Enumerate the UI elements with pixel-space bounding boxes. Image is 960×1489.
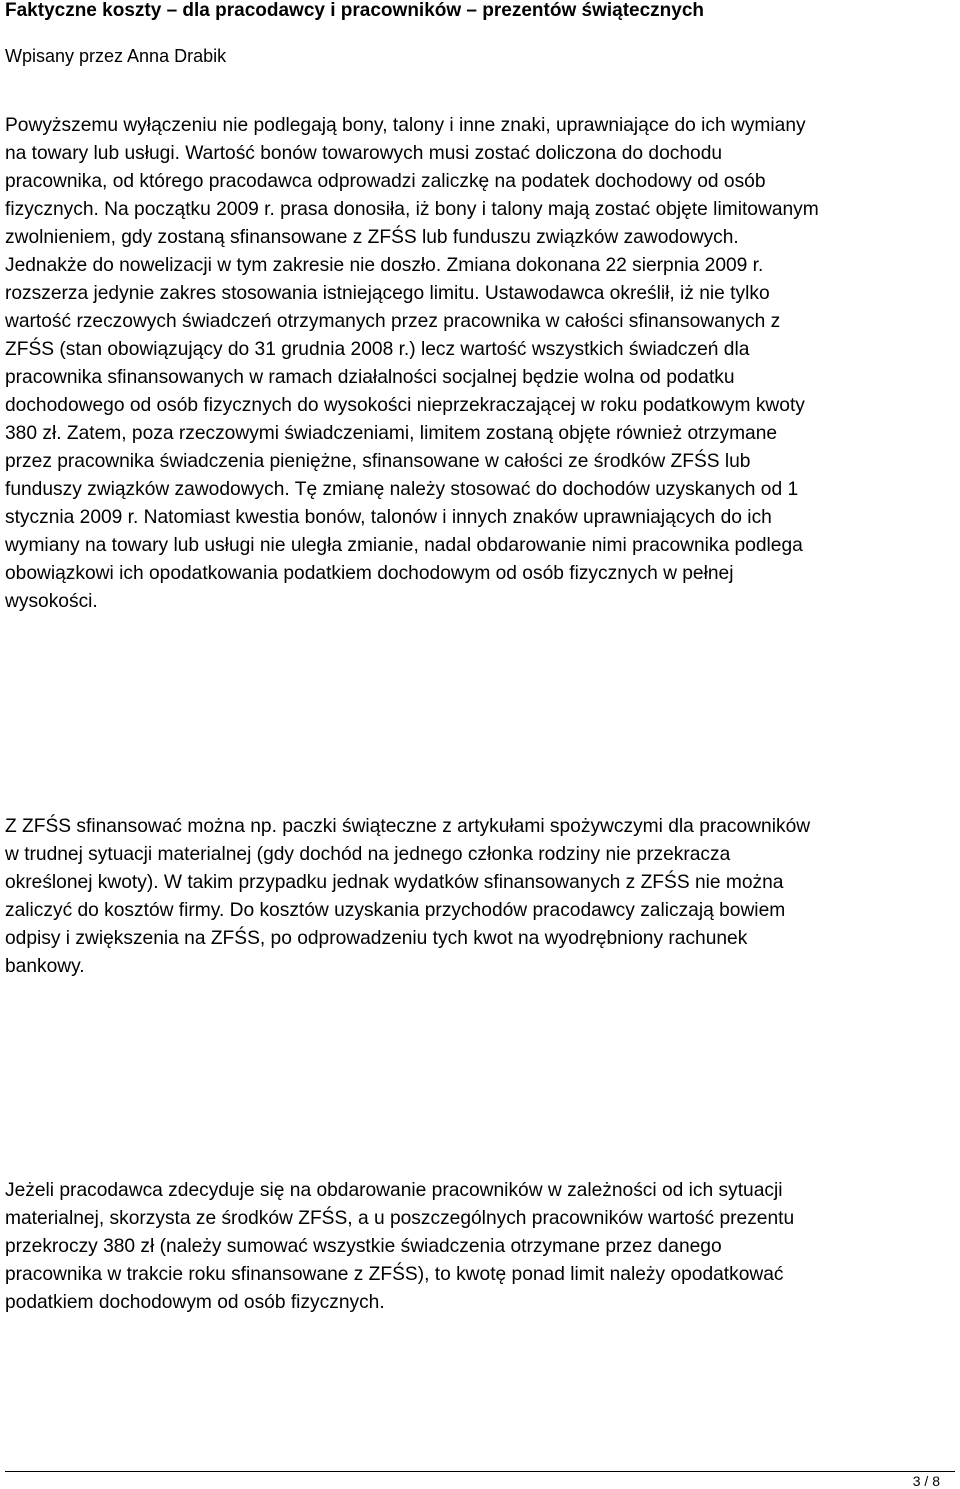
paragraph-1 [5,112,953,616]
paragraph-line: dochodowego od osób fizycznych do wysokości nieprzekraczającej w roku podatkowym kwoty [5,395,805,416]
paragraph-line: wysokości. [5,591,98,612]
paragraph-line: 380 zł. Zatem, poza rzeczowymi świadczeniami, limitem zostaną objęte również otrzymane [5,423,778,444]
page-number: 3 / 8 [912,1473,940,1489]
paragraph-line: materialnej, skorzysta ze środków ZFŚS, a u poszczególnych pracowników wartość prezentu [5,1208,795,1229]
paragraph-line: wymiany na towary lub usługi nie uległa zmianie, nadal obdarowanie nimi pracownika podlega [5,535,803,556]
paragraph-line: wartość rzeczowych świadczeń otrzymanych przez pracownika w całości sfinansowanych z [5,311,781,332]
document-author: Wpisany przez Anna Drabik [5,46,227,66]
paragraph-line: Powyższemu wyłączeniu nie podlegają bony, talony i inne znaki, uprawniające do ich wymiany [5,115,806,136]
paragraph-line: rozszerza jedynie zakres stosowania istniejącego limitu. Ustawodawca określił, iż nie tylko [5,283,770,304]
paragraph-line: pracownika w trakcie roku sfinansowane z ZFŚS), to kwotę ponad limit należy opodatkować [5,1264,784,1285]
document-title: Faktyczne koszty – dla pracodawcy i pracowników – prezentów świątecznych [5,0,705,21]
paragraph-line: stycznia 2009 r. Natomiast kwestia bonów, talonów i innych znaków uprawniających do ich [5,507,772,528]
paragraph-line: podatkiem dochodowym od osób fizycznych. [5,1292,385,1313]
paragraph-line: odpisy i zwiększenia na ZFŚS, po odprowadzeniu tych kwot na wyodrębniony rachunek [5,928,748,949]
paragraph-line: pracownika sfinansowanych w ramach działalności socjalnej będzie wolna od podatku [5,367,735,388]
paragraph-3 [5,1177,953,1317]
paragraph-line: zaliczyć do kosztów firmy. Do kosztów uzyskania przychodów pracodawcy zaliczają bowiem [5,900,786,921]
paragraph-line: obowiązkowi ich opodatkowania podatkiem dochodowym od osób fizycznych w pełnej [5,563,734,584]
paragraph-line: Z ZFŚS sfinansować można np. paczki świąteczne z artykułami spożywczymi dla pracowników [5,816,811,837]
paragraph-line: fizycznych. Na początku 2009 r. prasa donosiła, iż bony i talony mają zostać objęte limitowanym [5,199,819,220]
paragraph-line: w trudnej sytuacji materialnej (gdy dochód na jednego członka rodziny nie przekracza [5,844,731,865]
paragraph-line: Jednakże do nowelizacji w tym zakresie nie doszło. Zmiana dokonana 22 sierpnia 2009 r. [5,255,764,276]
paragraph-2 [5,813,953,981]
paragraph-line: bankowy. [5,956,85,977]
paragraph-line: funduszy związków zawodowych. Tę zmianę należy stosować do dochodów uzyskanych od 1 [5,479,799,500]
paragraph-line: na towary lub usługi. Wartość bonów towarowych musi zostać doliczona do dochodu [5,143,723,164]
paragraph-line: określonej kwoty). W takim przypadku jednak wydatków sfinansowanych z ZFŚS nie można [5,872,784,893]
footer-divider [5,1471,955,1472]
paragraph-line: ZFŚS (stan obowiązujący do 31 grudnia 2008 r.) lecz wartość wszystkich świadczeń dla [5,339,750,360]
paragraph-line: przez pracownika świadczenia pieniężne, sfinansowane w całości ze środków ZFŚS lub [5,451,751,472]
paragraph-line: zwolnieniem, gdy zostaną sfinansowane z ZFŚS lub funduszu związków zawodowych. [5,227,739,248]
paragraph-line: Jeżeli pracodawca zdecyduje się na obdarowanie pracowników w zależności od ich sytuacji [5,1180,783,1201]
paragraph-line: pracownika, od którego pracodawca odprowadzi zaliczkę na podatek dochodowy od osób [5,171,766,192]
paragraph-line: przekroczy 380 zł (należy sumować wszystkie świadczenia otrzymane przez danego [5,1236,722,1257]
